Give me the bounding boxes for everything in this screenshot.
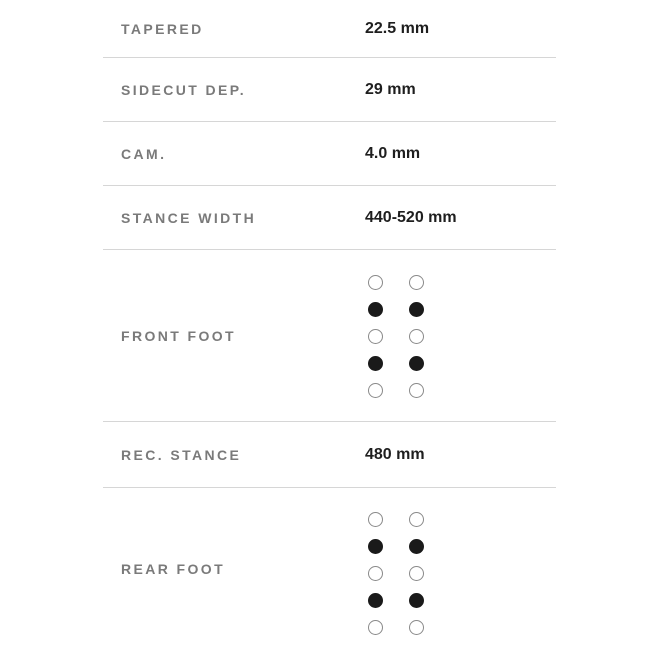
rear-foot-hole-empty-icon xyxy=(368,620,383,635)
rear-foot-hole-empty-icon xyxy=(368,512,383,527)
front-foot-hole-empty-icon xyxy=(368,329,383,344)
spec-row-rear-foot xyxy=(103,488,556,650)
front-foot-hole-filled-icon xyxy=(368,302,383,317)
spec-label-sidecut: SIDECUT DEP. xyxy=(121,81,247,98)
front-foot-hole-empty-icon xyxy=(409,275,424,290)
spec-value-stance-width: 440-520 mm xyxy=(365,208,457,226)
spec-label-front-foot: FRONT FOOT xyxy=(121,327,236,344)
front-foot-hole-empty-icon xyxy=(409,329,424,344)
rear-foot-hole-pattern xyxy=(365,512,425,637)
spec-value-tapered: 22.5 mm xyxy=(365,19,430,37)
rear-foot-hole-empty-icon xyxy=(409,620,424,635)
spec-row-camber xyxy=(103,122,556,186)
spec-value-rec-stance: 480 mm xyxy=(365,445,425,463)
front-foot-hole-empty-icon xyxy=(409,383,424,398)
rear-foot-hole-filled-icon xyxy=(409,593,424,608)
spec-value-sidecut: 29 mm xyxy=(365,80,416,98)
spec-table xyxy=(103,0,556,650)
front-foot-hole-filled-icon xyxy=(409,302,424,317)
spec-label-stance-width: STANCE WIDTH xyxy=(121,209,257,226)
rear-foot-hole-filled-icon xyxy=(368,593,383,608)
front-foot-hole-filled-icon xyxy=(409,356,424,371)
spec-label-tapered: TAPERED xyxy=(121,20,204,37)
rear-foot-hole-filled-icon xyxy=(368,539,383,554)
rear-foot-hole-empty-icon xyxy=(409,566,424,581)
front-foot-hole-pattern xyxy=(365,275,425,400)
front-foot-hole-empty-icon xyxy=(368,275,383,290)
spec-row-sidecut xyxy=(103,58,556,122)
spec-value-camber: 4.0 mm xyxy=(365,144,421,162)
spec-row-stance-width xyxy=(103,186,556,250)
front-foot-hole-filled-icon xyxy=(368,356,383,371)
front-foot-hole-empty-icon xyxy=(368,383,383,398)
spec-label-camber: CAM. xyxy=(121,145,167,162)
rear-foot-hole-empty-icon xyxy=(368,566,383,581)
spec-label-rec-stance: REC. STANCE xyxy=(121,446,242,463)
rear-foot-hole-filled-icon xyxy=(409,539,424,554)
rear-foot-hole-empty-icon xyxy=(409,512,424,527)
spec-label-rear-foot: REAR FOOT xyxy=(121,561,226,577)
spec-row-tapered xyxy=(103,0,556,58)
spec-row-front-foot xyxy=(103,250,556,422)
spec-row-rec-stance xyxy=(103,422,556,488)
